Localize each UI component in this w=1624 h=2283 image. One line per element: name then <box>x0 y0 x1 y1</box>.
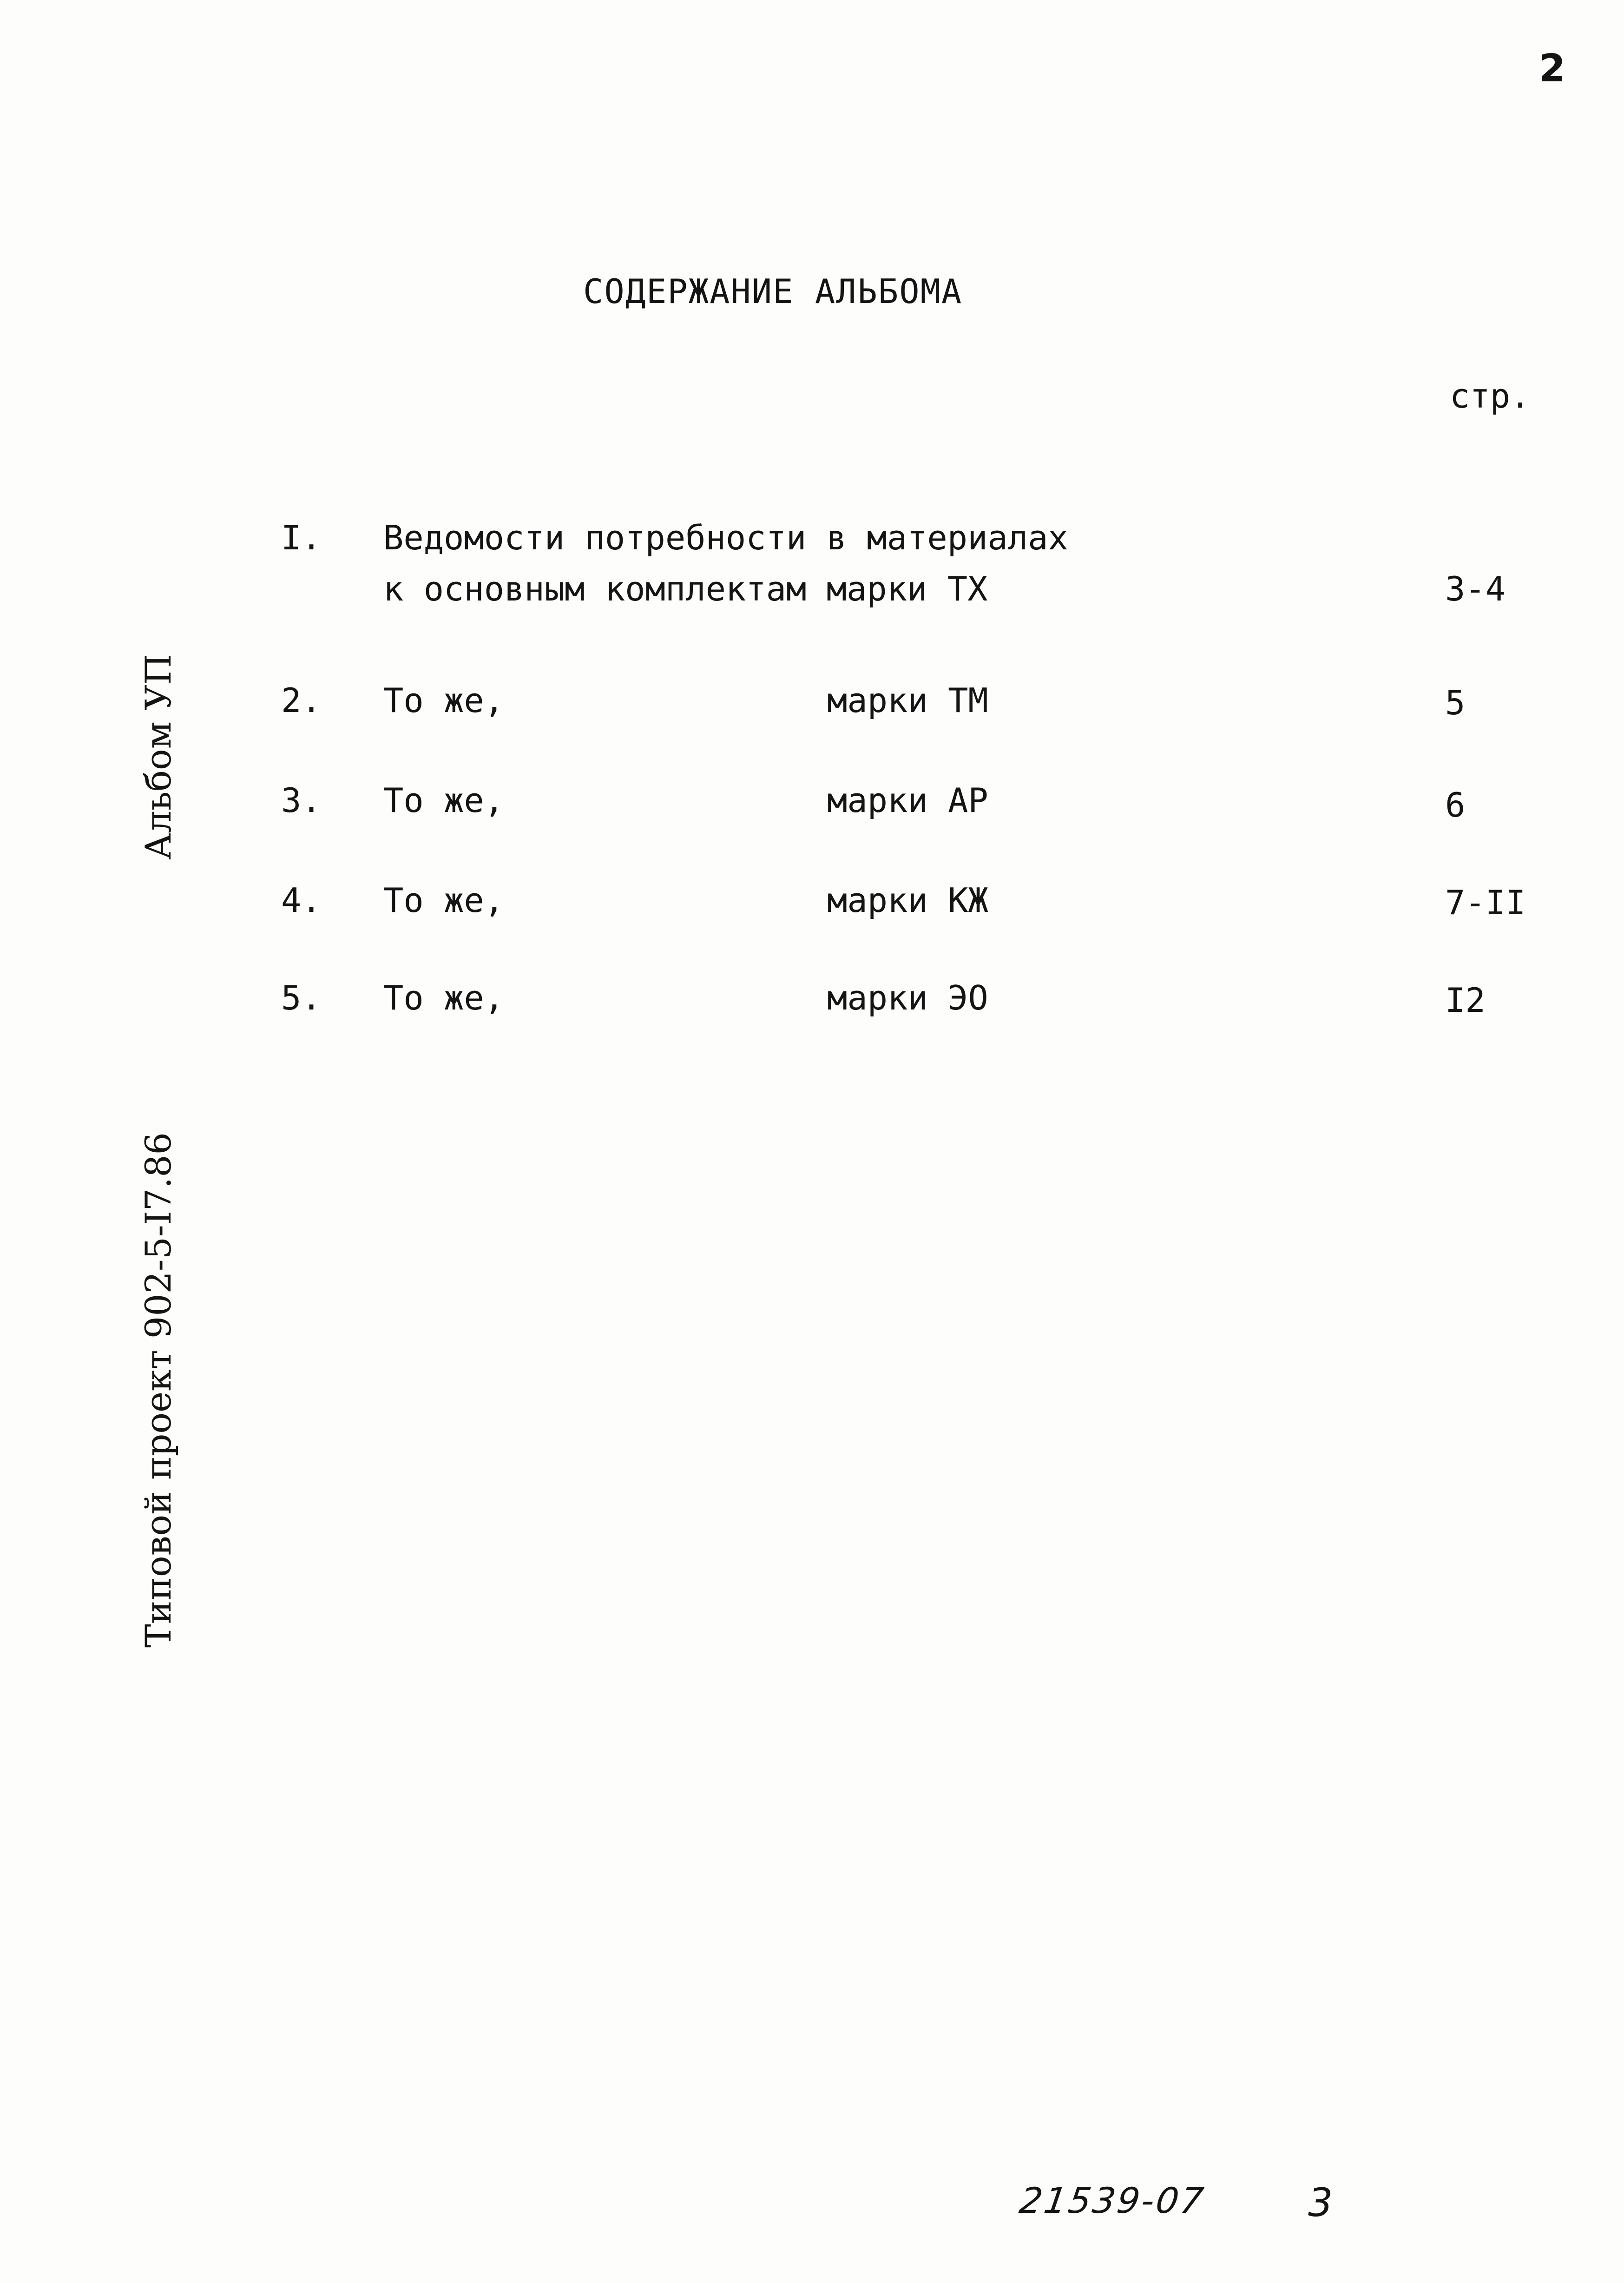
stamp-code: 21539-07 <box>1017 2180 1208 2221</box>
toc-item-pages: I2 <box>1445 981 1486 1020</box>
side-project-label: Типовой проект 902-5-I7.86 <box>138 1132 179 1648</box>
toc-item-number: I. <box>281 518 322 557</box>
toc-item-number: 3. <box>281 781 322 820</box>
toc-item-description-line1: Ведомости потребности в материалах <box>383 518 1068 557</box>
stamp-sheet-number: 3 <box>1308 2180 1333 2225</box>
toc-item-number: 2. <box>281 681 322 720</box>
toc-item-mark: марки АР <box>827 781 988 820</box>
toc-item-number: 4. <box>281 881 322 920</box>
toc-item-description: То же, <box>383 978 505 1017</box>
toc-item-mark: марки ТМ <box>827 681 988 720</box>
toc-item-description-line2: к основным комплектам марки ТХ <box>383 569 988 608</box>
toc-item-number: 5. <box>281 978 322 1017</box>
toc-item-pages: 3-4 <box>1445 569 1506 608</box>
pages-column-header: стр. <box>1450 376 1531 416</box>
toc-item-description: То же, <box>383 681 505 720</box>
toc-item-mark: марки ЭО <box>827 978 988 1017</box>
toc-item-description: То же, <box>383 781 505 820</box>
document-title: СОДЕРЖАНИЕ АЛЬБОМА <box>583 272 963 311</box>
page-number: 2 <box>1539 46 1566 91</box>
toc-item-description: То же, <box>383 881 505 920</box>
toc-item-pages: 7-II <box>1445 883 1526 922</box>
toc-item-pages: 6 <box>1445 785 1466 825</box>
toc-item-mark: марки КЖ <box>827 881 988 920</box>
toc-item-pages: 5 <box>1445 683 1466 722</box>
side-album-label: Альбом УП <box>138 653 179 860</box>
